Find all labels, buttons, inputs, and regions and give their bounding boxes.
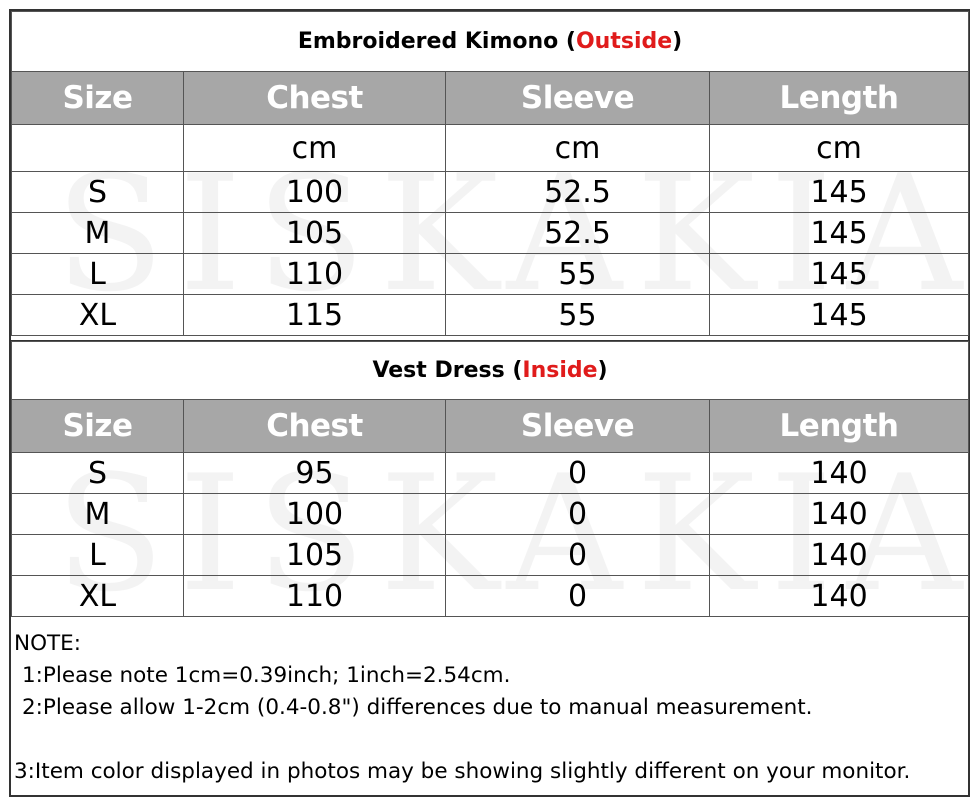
cell: 140 — [710, 494, 969, 535]
unit-cell: cm — [184, 125, 446, 172]
notes-section — [14, 628, 964, 788]
cell: 115 — [184, 295, 446, 336]
cell: 140 — [710, 576, 969, 617]
cell: 55 — [446, 254, 710, 295]
cell: L — [12, 254, 184, 295]
table-header-row — [12, 72, 969, 125]
cell: 140 — [710, 453, 969, 494]
cell: 145 — [710, 295, 969, 336]
table-title-row — [12, 12, 969, 72]
cell: XL — [12, 295, 184, 336]
table-row — [12, 576, 969, 617]
title-accent: Outside — [575, 29, 673, 54]
note-line-3: 3:Item color displayed in photos may be showing slightly different on your monitor. — [14, 759, 911, 784]
cell: 100 — [184, 494, 446, 535]
cell: 52.5 — [446, 172, 710, 213]
table-title-row — [12, 342, 969, 400]
kimono-table-title: Embroidered Kimono (Outside) — [12, 12, 969, 72]
table-row — [12, 453, 969, 494]
table-row — [12, 494, 969, 535]
header-size: Size — [12, 400, 184, 453]
vest-table-title: Vest Dress (Inside) — [12, 342, 969, 400]
cell: S — [12, 453, 184, 494]
cell: 105 — [184, 213, 446, 254]
kimono-size-table — [11, 11, 969, 336]
cell: 145 — [710, 213, 969, 254]
cell: M — [12, 213, 184, 254]
notes-heading: NOTE: — [14, 631, 81, 656]
table-row — [12, 172, 969, 213]
cell: M — [12, 494, 184, 535]
table-row — [12, 254, 969, 295]
header-length: Length — [710, 400, 969, 453]
cell: 0 — [446, 576, 710, 617]
note-line-2: 2:Please allow 1-2cm (0.4-0.8") differences due to manual measurement. — [22, 695, 813, 720]
cell: 110 — [184, 254, 446, 295]
table-row — [12, 213, 969, 254]
cell: 55 — [446, 295, 710, 336]
cell: 140 — [710, 535, 969, 576]
cell: 0 — [446, 535, 710, 576]
header-length: Length — [710, 72, 969, 125]
unit-cell — [12, 125, 184, 172]
unit-row — [12, 125, 969, 172]
cell: L — [12, 535, 184, 576]
vest-size-table — [11, 341, 969, 617]
cell: 0 — [446, 494, 710, 535]
title-accent: Inside — [522, 358, 598, 383]
table-header-row — [12, 400, 969, 453]
cell: 95 — [184, 453, 446, 494]
header-sleeve: Sleeve — [446, 400, 710, 453]
cell: 145 — [710, 254, 969, 295]
cell: 0 — [446, 453, 710, 494]
unit-cell: cm — [446, 125, 710, 172]
header-chest: Chest — [184, 400, 446, 453]
table-row — [12, 295, 969, 336]
note-line-1: 1:Please note 1cm=0.39inch; 1inch=2.54cm. — [22, 663, 511, 688]
table-row — [12, 535, 969, 576]
header-sleeve: Sleeve — [446, 72, 710, 125]
header-chest: Chest — [184, 72, 446, 125]
cell: 52.5 — [446, 213, 710, 254]
cell: 110 — [184, 576, 446, 617]
unit-cell: cm — [710, 125, 969, 172]
cell: XL — [12, 576, 184, 617]
cell: 100 — [184, 172, 446, 213]
header-size: Size — [12, 72, 184, 125]
cell: S — [12, 172, 184, 213]
cell: 105 — [184, 535, 446, 576]
cell: 145 — [710, 172, 969, 213]
